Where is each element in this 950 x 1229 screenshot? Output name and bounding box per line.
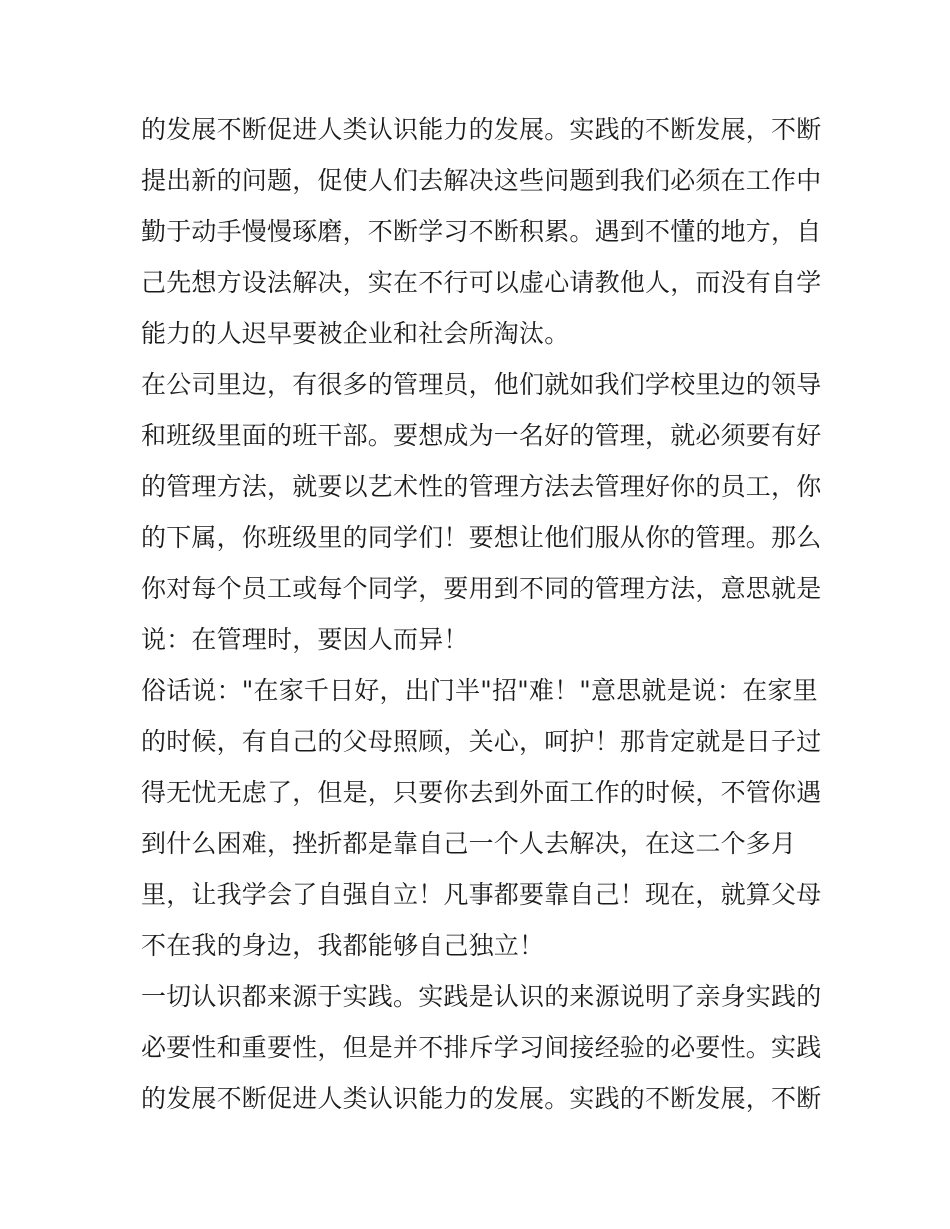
text-line: 里，让我学会了自强自立！凡事都要靠自己！现在，就算父母	[141, 880, 822, 909]
document-body	[141, 104, 822, 1124]
text-line: 得无忧无虑了，但是，只要你去到外面工作的时候，不管你遇	[141, 778, 822, 807]
text-line: 的下属，你班级里的同学们！要想让他们服从你的管理。那么	[141, 523, 822, 552]
text-line: 和班级里面的班干部。要想成为一名好的管理，就必须要有好	[141, 421, 822, 450]
text-line: 的发展不断促进人类认识能力的发展。实践的不断发展，不断	[141, 1084, 822, 1113]
text-line: 己先想方设法解决，实在不行可以虚心请教他人，而没有自学	[141, 268, 822, 297]
text-line: 的管理方法，就要以艺术性的管理方法去管理好你的员工，你	[141, 472, 822, 501]
text-line: 在公司里边，有很多的管理员，他们就如我们学校里边的领导	[141, 370, 822, 399]
text-line: 勤于动手慢慢琢磨，不断学习不断积累。遇到不懂的地方，自	[141, 217, 822, 246]
text-line: 俗话说："在家千日好，出门半"招"难！"意思就是说：在家里	[141, 676, 818, 705]
text-line: 的发展不断促进人类认识能力的发展。实践的不断发展，不断	[141, 115, 822, 144]
text-line: 必要性和重要性，但是并不排斥学习间接经验的必要性。实践	[141, 1033, 822, 1062]
text-line: 说：在管理时，要因人而异！	[141, 625, 469, 654]
text-line: 不在我的身边，我都能够自己独立！	[141, 931, 545, 960]
text-line: 的时候，有自己的父母照顾，关心，呵护！那肯定就是日子过	[141, 727, 822, 756]
text-line: 到什么困难，挫折都是靠自己一个人去解决，在这二个多月	[141, 829, 797, 858]
text-line: 能力的人迟早要被企业和社会所淘汰。	[141, 319, 570, 348]
text-line: 你对每个员工或每个同学，要用到不同的管理方法，意思就是	[141, 574, 822, 603]
text-line: 提出新的问题，促使人们去解决这些问题到我们必须在工作中	[141, 166, 822, 195]
text-line: 一切认识都来源于实践。实践是认识的来源说明了亲身实践的	[141, 982, 822, 1011]
